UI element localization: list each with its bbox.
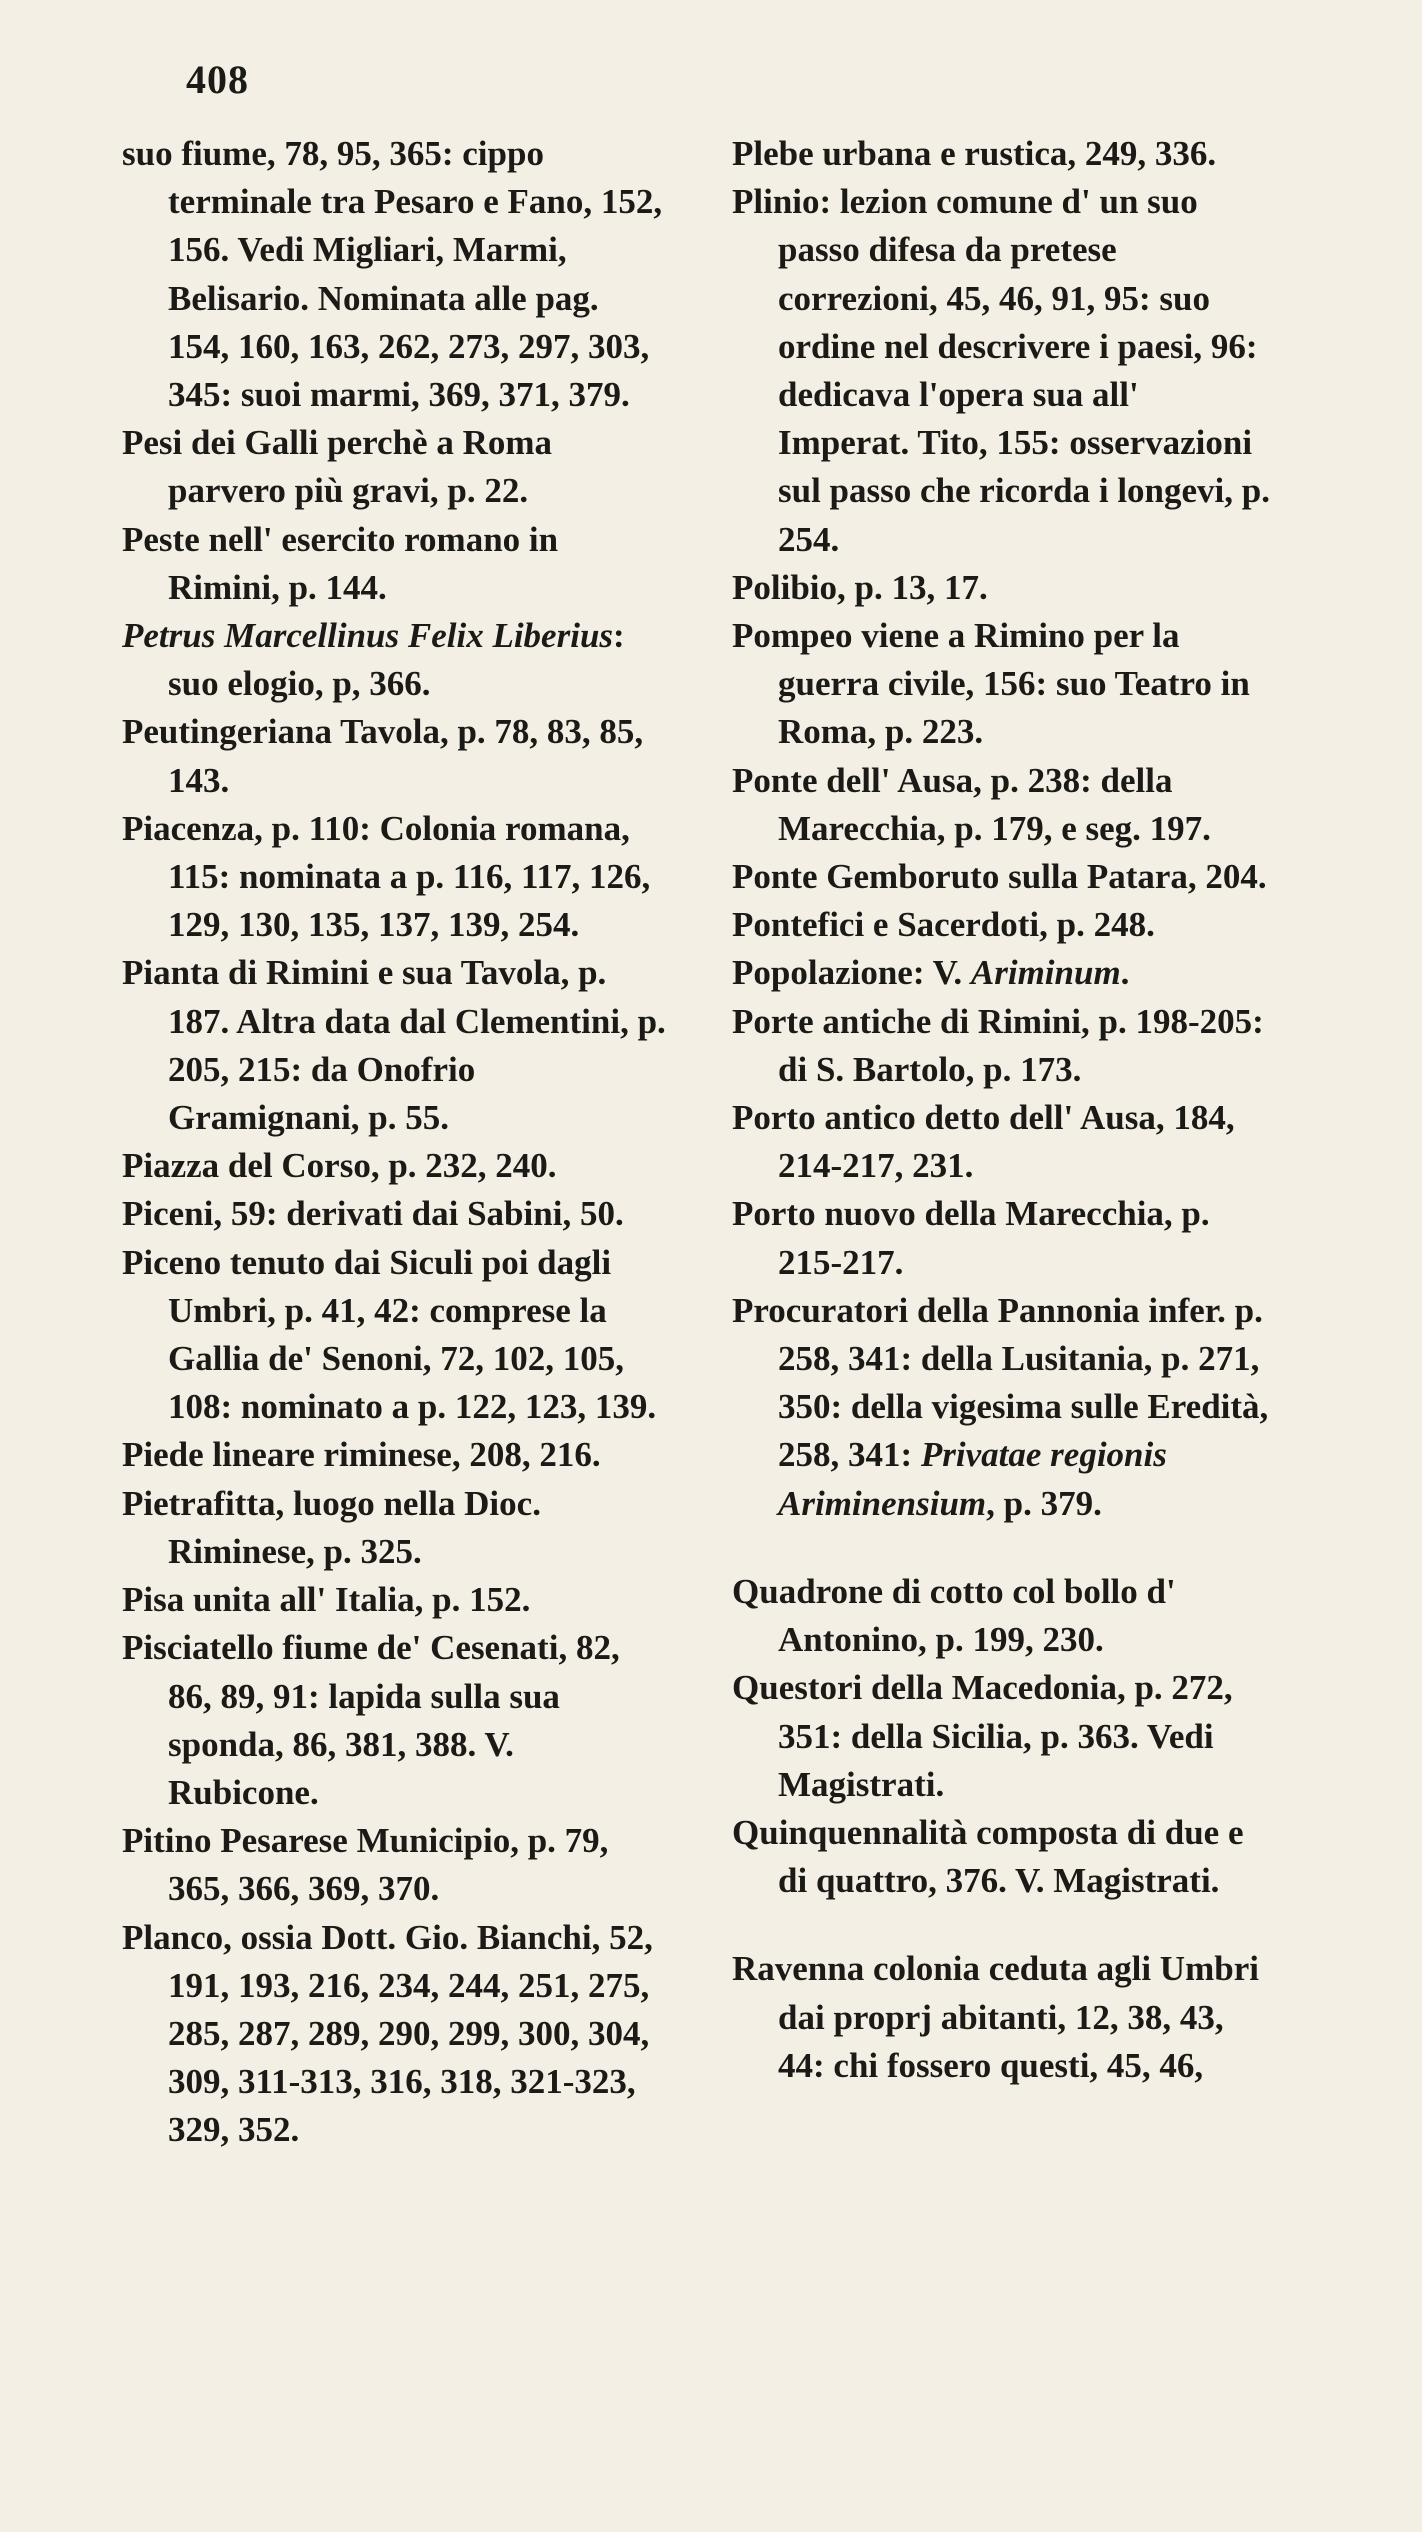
index-entry: Procuratori della Pannonia infer. p. 258, 341: della Lusitania, p. 271, 350: della vigesima sulle Eredità, 258, 341: Privatae regionis Ariminensium, p. 379.: [732, 1290, 1269, 1523]
index-entry-section-start: Ravenna colonia ceduta agli Umbri dai proprj abitanti, 12, 38, 43, 44: chi fossero questi, 45, 46,: [732, 1949, 1259, 2085]
index-entry: Polibio, p. 13, 17.: [732, 567, 988, 607]
index-entry: Pesi dei Galli perchè a Roma parvero più gravi, p. 22.: [122, 423, 552, 511]
index-entry: Pontefici e Sacerdoti, p. 248.: [732, 905, 1155, 945]
index-entry: Ponte dell' Ausa, p. 238: della Marecchia, p. 179, e seg. 197.: [732, 760, 1211, 848]
right-column: [732, 130, 1277, 2090]
index-entry: Peste nell' esercito romano in Rimini, p. 144.: [122, 519, 559, 607]
index-entry: Piceno tenuto dai Siculi poi dagli Umbri, p. 41, 42: comprese la Gallia de' Senoni, 72, 102, 105, 108: nominato a p. 122, 123, 139.: [122, 1242, 657, 1427]
index-entry-section-start: Quadrone di cotto col bollo d' Antonino, p. 199, 230.: [732, 1571, 1176, 1660]
index-entry: Planco, ossia Dott. Gio. Bianchi, 52, 191, 193, 216, 234, 244, 251, 275, 285, 287, 289, 290, 299, 300, 304, 309, 311-313, 316, 318, 321-323, 329, 352.: [122, 1917, 653, 2150]
index-entry: Pisciatello fiume de' Cesenati, 82, 86, 89, 91: lapida sulla sua sponda, 86, 381, 388. V. Rubicone.: [122, 1628, 620, 1812]
index-entry: Porto nuovo della Marecchia, p. 215-217.: [732, 1194, 1210, 1282]
index-entry: Piazza del Corso, p. 232, 240.: [122, 1146, 557, 1186]
index-entry: suo fiume, 78, 95, 365: cippo terminale tra Pesaro e Fano, 152, 156. Vedi Migliari, Marmi, Belisario. Nominata alle pag. 154, 160, 163, 262, 273, 297, 303, 345: suoi marmi, 369, 371, 379.: [122, 134, 663, 415]
index-entry: Popolazione: V. Ariminum.: [732, 953, 1130, 993]
index-entry: Piceni, 59: derivati dai Sabini, 50.: [122, 1194, 624, 1234]
index-entry: Pisa unita all' Italia, p. 152.: [122, 1580, 531, 1620]
index-entry: Pitino Pesarese Municipio, p. 79, 365, 366, 369, 370.: [122, 1821, 609, 1909]
index-entry: Porto antico detto dell' Ausa, 184, 214-217, 231.: [732, 1098, 1235, 1186]
index-entry: Pietrafitta, luogo nella Dioc. Riminese, p. 325.: [122, 1483, 541, 1571]
index-entry: Plinio: lezion comune d' un suo passo difesa da pretese correzioni, 45, 46, 91, 95: suo ordine nel descrivere i paesi, 96: dedicava l'opera sua all' Imperat. Tito, 155: osservazioni sul passo che ricorda i longevi, p. 254.: [732, 182, 1270, 559]
index-entry: Porte antiche di Rimini, p. 198-205: di S. Bartolo, p. 173.: [732, 1001, 1264, 1089]
index-entry: Pompeo viene a Rimino per la guerra civile, 156: suo Teatro in Roma, p. 223.: [732, 616, 1250, 752]
index-entry: Petrus Marcellinus Felix Liberius: suo elogio, p, 366.: [122, 616, 625, 704]
index-entry: Peutingeriana Tavola, p. 78, 83, 85, 143.: [122, 712, 644, 800]
index-entry: Piacenza, p. 110: Colonia romana, 115: nominata a p. 116, 117, 126, 129, 130, 135, 137, 139, 254.: [122, 808, 651, 945]
page-number: 408: [186, 57, 249, 102]
left-column: [122, 130, 667, 2155]
index-entry: Piede lineare riminese, 208, 216.: [122, 1435, 601, 1475]
index-entry: Ponte Gemboruto sulla Patara, 204.: [732, 857, 1267, 897]
index-entry: Pianta di Rimini e sua Tavola, p. 187. Altra data dal Clementini, p. 205, 215: da Onofrio Gramignani, p. 55.: [122, 953, 666, 1138]
index-entry: Quinquennalità composta di due e di quattro, 376. V. Magistrati.: [732, 1812, 1244, 1901]
index-entry: Questori della Macedonia, p. 272, 351: della Sicilia, p. 363. Vedi Magistrati.: [732, 1668, 1233, 1804]
index-entry: Plebe urbana e rustica, 249, 336.: [732, 134, 1217, 173]
